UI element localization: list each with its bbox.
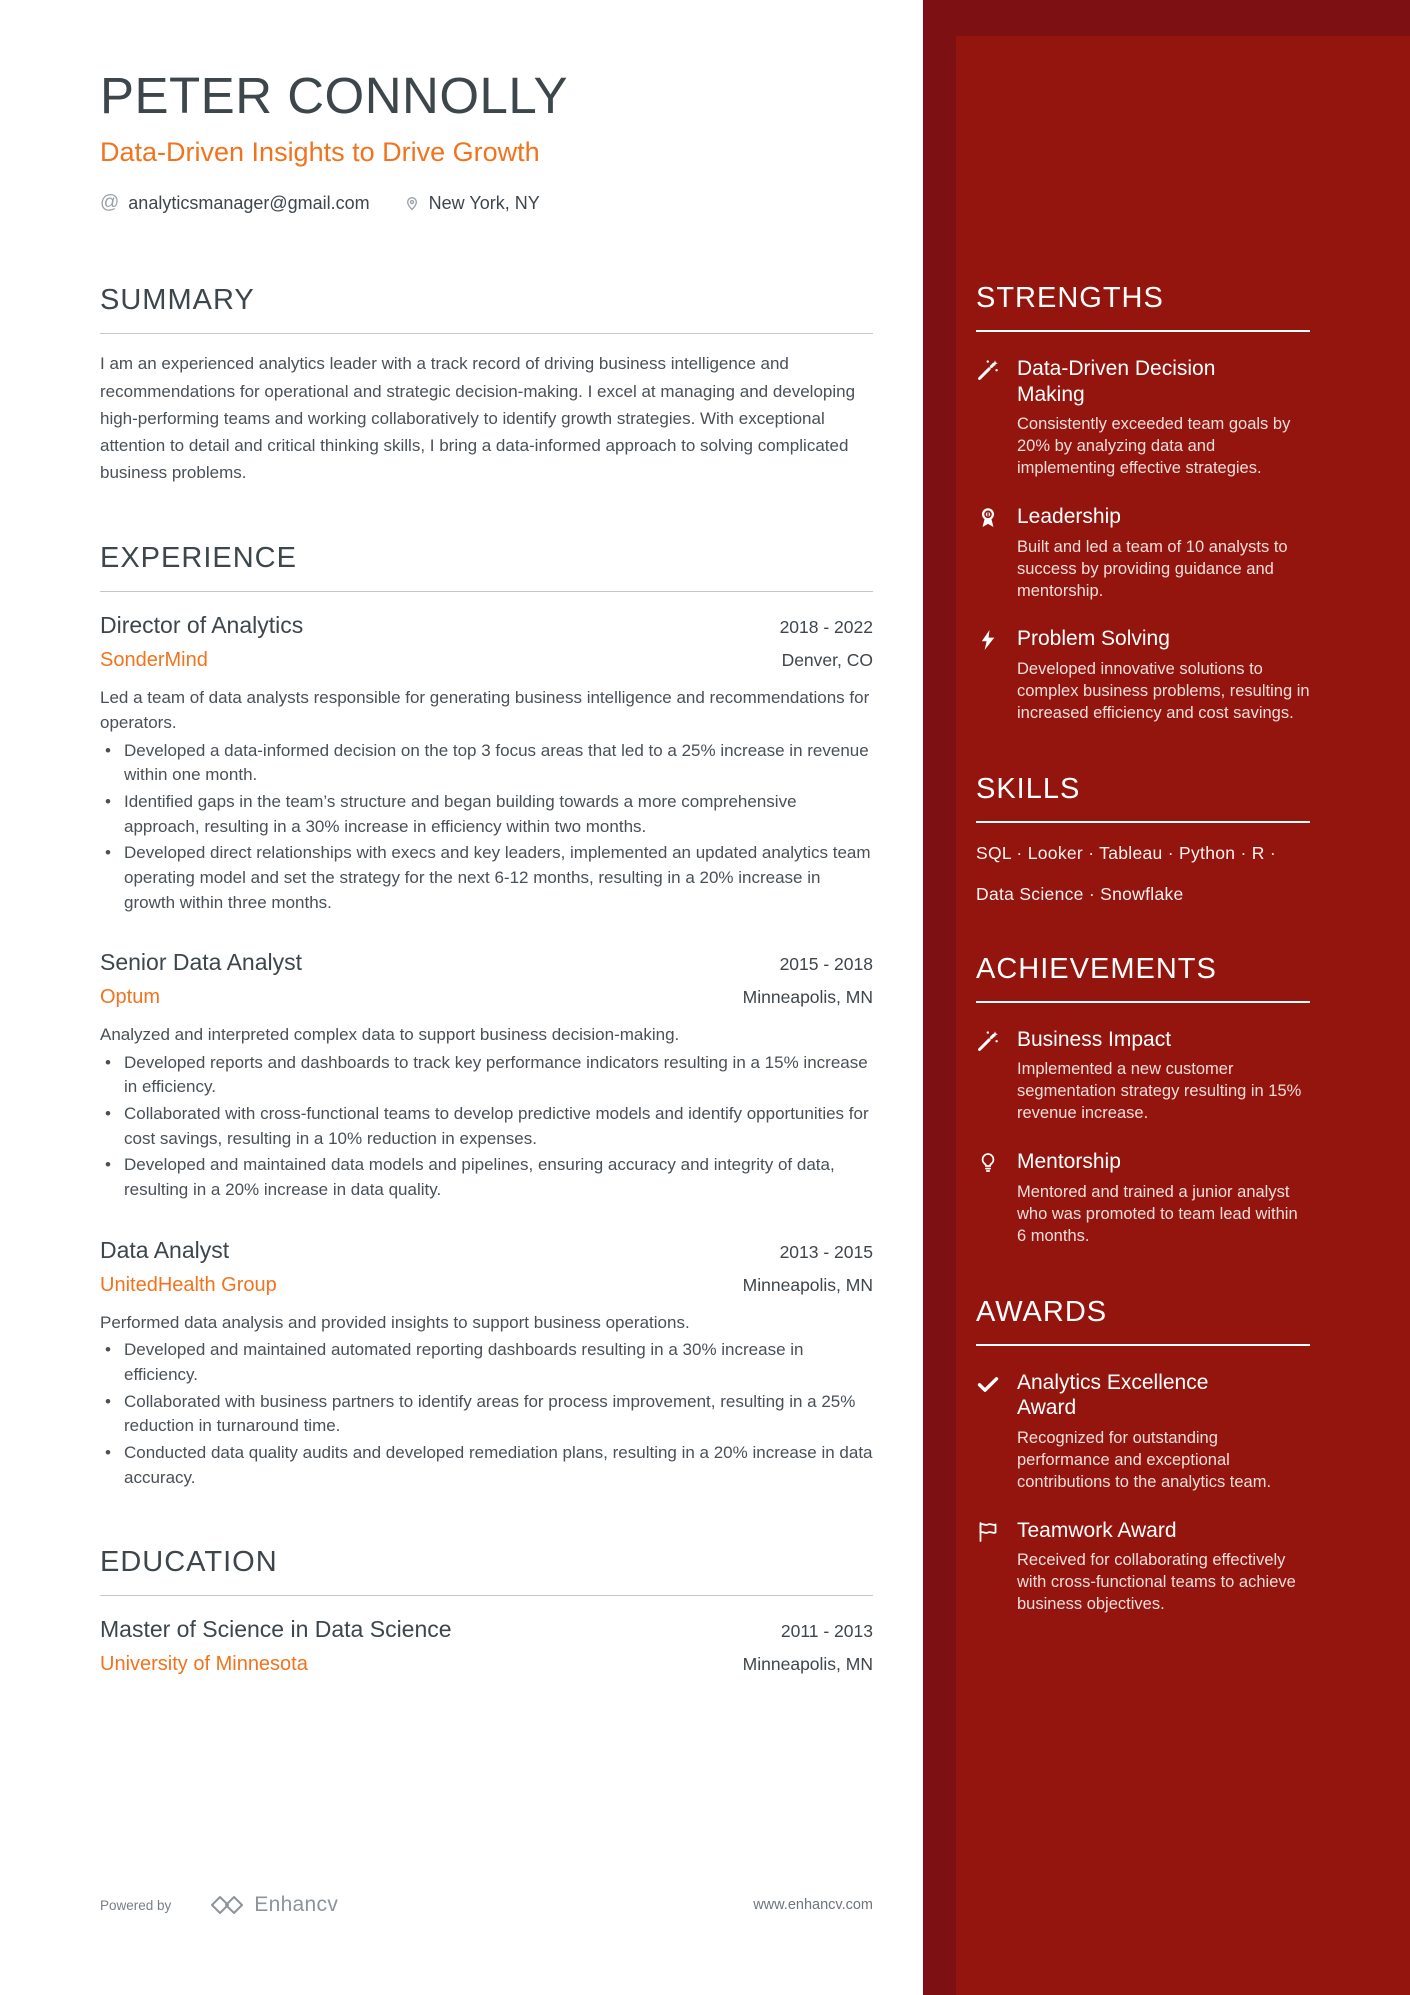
- strength-item: [976, 356, 1310, 480]
- summary-heading: SUMMARY: [100, 284, 873, 334]
- job-company: UnitedHealth Group: [100, 1273, 277, 1296]
- sidebar: [923, 0, 1410, 1995]
- contact-location: [404, 193, 540, 214]
- education-section: [100, 1546, 873, 1676]
- job-entry: [100, 612, 873, 915]
- email-text[interactable]: analyticsmanager@gmail.com: [128, 192, 370, 213]
- job-company: Optum: [100, 986, 161, 1009]
- strength-desc: Developed innovative solutions to complex business problems, resulting in increased efficiency and cost savings.: [1017, 660, 1310, 722]
- strength-desc: Built and led a team of 10 analysts to success by providing guidance and mentorship.: [1017, 537, 1288, 600]
- award-title: Teamwork Award: [1017, 1518, 1177, 1542]
- candidate-tagline: Data-Driven Insights to Drive Growth: [100, 137, 540, 168]
- check-icon: [976, 1370, 1002, 1494]
- skills-section: [976, 773, 1310, 905]
- job-bullet: • Collaborated with business partners to identify areas for process improvement, resulting in a 25% reduction in turnaround time.: [100, 1390, 873, 1439]
- award-title: Analytics Excellence Award: [1017, 1370, 1209, 1420]
- enhancv-wordmark: Enhancv: [254, 1893, 339, 1916]
- job-bullet: • Conducted data quality audits and developed remediation plans, resulting in a 20% increase in data accuracy.: [100, 1441, 873, 1490]
- job-bullet: • Collaborated with cross-functional teams to develop predictive models and identify opportunities for cost savings, resulting in a 10% reduction in expenses.: [100, 1102, 873, 1151]
- contact-row: [100, 192, 873, 214]
- job-bullet: • Developed and maintained automated reporting dashboards resulting in a 30% increase in efficiency.: [100, 1338, 873, 1387]
- education-entry: [100, 1616, 873, 1676]
- strengths-section: [976, 282, 1310, 725]
- job-entry: [100, 949, 873, 1202]
- job-bullet-list: [100, 1338, 873, 1490]
- skills-line: SQL · Looker · Tableau · Python · R ·: [976, 842, 1276, 863]
- experience-section: [100, 542, 873, 1490]
- skills-heading: SKILLS: [976, 773, 1310, 823]
- strength-title: Problem Solving: [1017, 627, 1170, 651]
- achievement-desc: Mentored and trained a junior analyst who was promoted to team lead within 6 months.: [1017, 1182, 1298, 1245]
- award-item: [976, 1518, 1310, 1616]
- awards-heading: AWARDS: [976, 1296, 1310, 1346]
- job-dates: 2018 - 2022: [779, 617, 873, 638]
- job-bullet-list: [100, 739, 873, 915]
- job-bullet: • Developed reports and dashboards to track key performance indicators resulting in a 15% increase in efficiency.: [100, 1051, 873, 1100]
- strength-title: Leadership: [1017, 505, 1121, 529]
- job-location: Minneapolis, MN: [742, 1274, 873, 1295]
- job-title: Senior Data Analyst: [100, 949, 303, 976]
- footer: [100, 1893, 873, 1917]
- job-bullet: • Developed direct relationships with execs and key leaders, implemented an updated analytics team operating model and set the strategy for the next 6-12 months, resulting in a 20% increase in growth within three months.: [100, 841, 873, 915]
- education-dates: 2011 - 2013: [780, 1621, 873, 1642]
- job-location: Denver, CO: [781, 650, 873, 671]
- summary-text: I am an experienced analytics leader with a track record of driving business intelligence and recommendations for operational and strategic decision-making. I excel at managing and developing high-performing teams and working collaboratively to identify growth strategies. With exceptional attention to detail and critical thinking skills, I bring a data-informed approach to solving complicated business problems.: [100, 354, 856, 483]
- achievements-section: [976, 953, 1310, 1248]
- job-bullet: • Identified gaps in the team’s structure and began building towards a more comprehensive approach, resulting in a 30% increase in efficiency within two months.: [100, 790, 873, 839]
- education-location: Minneapolis, MN: [742, 1654, 873, 1675]
- job-dates: 2015 - 2018: [779, 954, 873, 975]
- job-title: Director of Analytics: [100, 612, 304, 639]
- sidebar-panel: [956, 36, 1410, 1995]
- job-bullet: • Developed and maintained data models and pipelines, ensuring accuracy and integrity of data, resulting in a 20% increase in data quality.: [100, 1153, 873, 1202]
- strength-title: Data-Driven Decision Making: [1017, 357, 1216, 406]
- pin-icon: [404, 194, 420, 213]
- job-bullet: • Developed a data-informed decision on the top 3 focus areas that led to a 25% increase in revenue within one month.: [100, 739, 873, 788]
- award-desc: Received for collaborating effectively with cross-functional teams to achieve business objectives.: [1017, 1551, 1296, 1614]
- achievement-desc: Implemented a new customer segmentation strategy resulting in 15% revenue increase.: [1017, 1060, 1302, 1123]
- experience-heading: EXPERIENCE: [100, 542, 873, 592]
- achievement-item: [976, 1149, 1310, 1247]
- powered-by-label: Powered by: [100, 1897, 172, 1913]
- job-description: Performed data analysis and provided insights to support business operations.: [100, 1312, 690, 1332]
- contact-email[interactable]: [100, 192, 370, 214]
- job-company: SonderMind: [100, 649, 208, 672]
- job-entry: [100, 1237, 873, 1490]
- school-name: University of Minnesota: [100, 1653, 308, 1676]
- job-description: Analyzed and interpreted complex data to support business decision-making.: [100, 1025, 680, 1045]
- job-bullet-list: [100, 1051, 873, 1203]
- job-location: Minneapolis, MN: [742, 987, 873, 1008]
- strength-desc: Consistently exceeded team goals by 20% by analyzing data and implementing effective strategies.: [1017, 415, 1291, 478]
- skills-line: Data Science · Snowflake: [976, 883, 1184, 904]
- website-link[interactable]: www.enhancv.com: [753, 1897, 873, 1913]
- medal-icon: [976, 504, 1002, 602]
- at-icon: @: [100, 192, 120, 214]
- awards-section: [976, 1296, 1310, 1616]
- education-heading: EDUCATION: [100, 1546, 873, 1596]
- wand-icon: [976, 1027, 1002, 1125]
- achievement-title: Mentorship: [1017, 1150, 1121, 1174]
- degree-title: Master of Science in Data Science: [100, 1616, 452, 1643]
- award-desc: Recognized for outstanding performance and exceptional contributions to the analytics team.: [1017, 1428, 1272, 1491]
- achievements-heading: ACHIEVEMENTS: [976, 953, 1310, 1003]
- enhancv-logo-icon: [209, 1895, 245, 1915]
- job-description: Led a team of data analysts responsible for generating business intelligence and recommendations for operators.: [100, 688, 870, 733]
- wand-icon: [976, 356, 1002, 480]
- summary-section: [100, 284, 873, 486]
- flag-icon: [976, 1518, 1002, 1616]
- strength-item: [976, 626, 1310, 724]
- job-dates: 2013 - 2015: [779, 1241, 873, 1262]
- job-title: Data Analyst: [100, 1236, 230, 1263]
- enhancv-brand[interactable]: [209, 1893, 338, 1917]
- lightbulb-icon: [976, 1149, 1002, 1247]
- location-text: New York, NY: [428, 192, 540, 213]
- achievement-title: Business Impact: [1017, 1027, 1172, 1051]
- bolt-icon: [976, 626, 1002, 724]
- strength-item: [976, 504, 1310, 602]
- candidate-name: PETER CONNOLLY: [100, 67, 568, 124]
- achievement-item: [976, 1027, 1310, 1125]
- award-item: [976, 1370, 1310, 1494]
- strengths-heading: STRENGTHS: [976, 282, 1310, 332]
